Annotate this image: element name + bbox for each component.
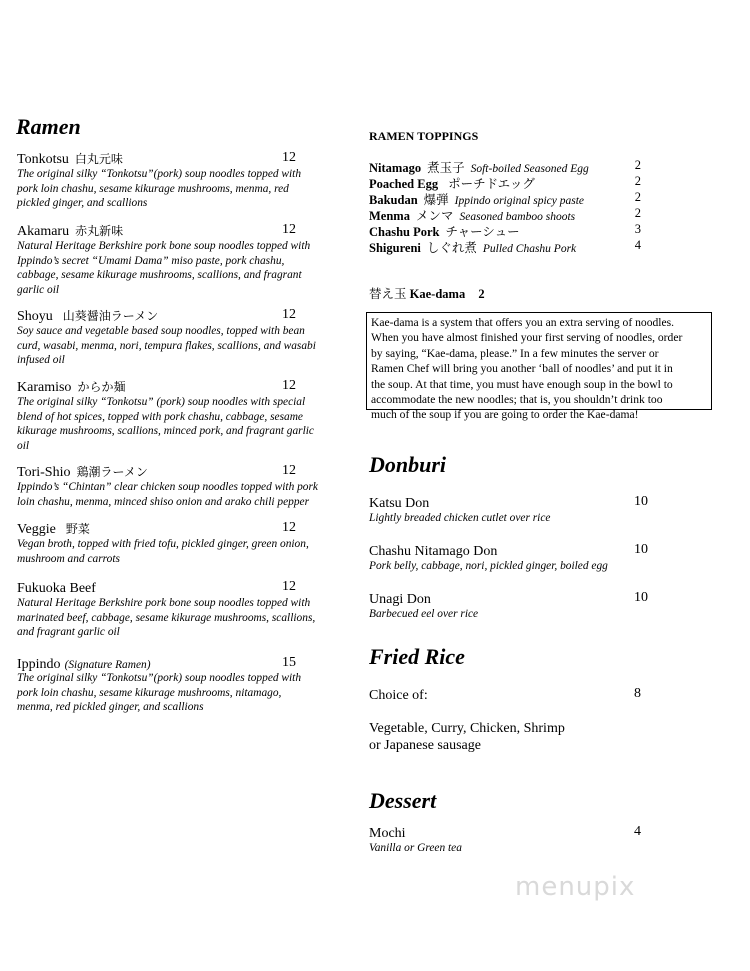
- desc-line: The original silky “Tonkotsu” (pork) soup noodles with special: [17, 396, 306, 408]
- item-price: 12: [282, 579, 296, 594]
- item-description: Lightly breaded chicken cutlet over rice: [369, 512, 551, 524]
- item-name: Mochi: [369, 826, 406, 841]
- item-name: Katsu Don: [369, 496, 430, 511]
- topping-jp: メンマ: [415, 209, 454, 223]
- desc-line: pork loin chashu, sesame kikurage mushrooms, nitamago,: [17, 686, 282, 699]
- desc-line: pork loin chashu, sesame kikurage mushrooms, menma, red: [17, 182, 289, 195]
- item-jp-name: 山葵醤油ラーメン: [62, 309, 159, 323]
- item-price: 10: [634, 494, 648, 509]
- topping-desc: Soft-boiled Seasoned Egg: [470, 163, 589, 175]
- desc-line: Ippindo’s “Chintan” clear chicken soup noodles topped with pork: [17, 481, 318, 493]
- desc-line: loin chashu, menma, minced shiso onion and arako chili pepper: [17, 495, 310, 508]
- topping-price: 2: [634, 158, 641, 172]
- item-description: Vanilla or Green tea: [369, 842, 462, 854]
- fried-rice-choice: [369, 686, 659, 704]
- desc-line: oil: [17, 439, 30, 452]
- ramen-item-tonkotsu: [17, 150, 307, 168]
- item-name: Fukuoka Beef: [17, 581, 96, 596]
- kaedama-heading: [369, 284, 485, 302]
- desc-line: marinated beef, cabbage, sesame kikurage mushrooms, scallions,: [17, 611, 316, 624]
- item-jp-name: 鶏潮ラーメン: [76, 465, 148, 479]
- kaedama-line: accommodate the new noodles; that is, you shouldn’t drink too: [371, 393, 663, 407]
- kaedama-info-box: [366, 312, 712, 422]
- topping-desc: Seasoned bamboo shoots: [459, 211, 576, 223]
- desc-line: The original silky “Tonkotsu”(pork) soup noodles topped with: [17, 168, 302, 180]
- item-name: Chashu Nitamago Don: [369, 544, 498, 559]
- kaedama-line: When you have almost finished your first serving of noodles, order: [371, 331, 683, 345]
- toppings-title: RAMEN TOPPINGS: [369, 129, 479, 143]
- item-name: Shoyu: [17, 309, 53, 324]
- item-price: 12: [282, 307, 296, 322]
- item-price: 12: [282, 378, 296, 393]
- topping-name: Nitamago: [369, 161, 422, 175]
- topping-price: 2: [634, 190, 641, 204]
- desc-line: Natural Heritage Berkshire pork bone soup noodles topped with: [17, 240, 311, 252]
- fried-rice-title: Fried Rice: [369, 644, 465, 669]
- item-description: Barbecued eel over rice: [369, 608, 479, 620]
- item-jp-name: からか麺: [77, 380, 126, 394]
- topping-desc: Pulled Chashu Pork: [482, 243, 577, 255]
- item-description: [17, 395, 347, 453]
- item-description: [17, 324, 347, 368]
- ramen-item-fukuoka-beef: [17, 579, 307, 597]
- desc-line: The original silky “Tonkotsu”(pork) soup noodles topped with: [17, 672, 302, 684]
- desc-line: menma, red pickled ginger, and scallions: [17, 701, 204, 714]
- item-description: [17, 537, 347, 566]
- donburi-item: [369, 494, 659, 512]
- topping-jp: しぐれ煮: [426, 241, 477, 255]
- item-description: [17, 167, 347, 211]
- donburi-item: [369, 590, 659, 608]
- kaedama-name: Kae-dama: [409, 287, 466, 301]
- ramen-item-karamiso: [17, 378, 307, 396]
- topping-price: 2: [634, 206, 641, 220]
- item-jp-name: 野菜: [65, 522, 90, 536]
- item-jp-name: 赤丸新味: [75, 224, 124, 238]
- topping-jp: 爆弾: [423, 193, 449, 207]
- desc-line: mushroom and carrots: [17, 552, 120, 565]
- topping-row: [369, 222, 649, 238]
- item-description: [17, 671, 347, 715]
- item-price: 10: [634, 542, 648, 557]
- ramen-item-shoyu: [17, 307, 307, 325]
- item-description: [17, 596, 347, 640]
- desc-line: and fragrant garlic oil: [17, 626, 120, 639]
- item-name: Karamiso: [17, 380, 72, 395]
- item-price: 12: [282, 463, 296, 478]
- options-line: or Japanese sausage: [369, 738, 481, 753]
- desc-line: Vegan broth, topped with fried tofu, pickled ginger, green onion,: [17, 538, 309, 550]
- topping-row: [369, 238, 649, 254]
- topping-name: Poached Egg: [369, 177, 439, 191]
- item-description: [17, 239, 347, 297]
- item-jp-name: 白丸元味: [74, 152, 123, 166]
- topping-name: Menma: [369, 209, 410, 223]
- donburi-item: [369, 542, 659, 560]
- topping-price: 3: [634, 222, 641, 236]
- fried-rice-options: [369, 720, 565, 754]
- item-price: 12: [282, 222, 296, 237]
- choice-label: Choice of:: [369, 688, 428, 703]
- item-description: Pork belly, cabbage, nori, pickled ginger, boiled egg: [369, 560, 608, 572]
- topping-name: Shigureni: [369, 241, 421, 255]
- desc-line: blend of hot spices, topped with pork chashu, cabbage, sesame: [17, 410, 303, 423]
- item-name: Tonkotsu: [17, 152, 69, 167]
- topping-price: 4: [634, 238, 641, 252]
- item-price: 12: [282, 520, 296, 535]
- ramen-item-tori-shio: [17, 463, 307, 481]
- topping-price: 2: [634, 174, 641, 188]
- kaedama-line: much of the soup if you are going to order the Kae-dama!: [371, 408, 639, 422]
- donburi-title: Donburi: [369, 452, 447, 477]
- topping-name: Bakudan: [369, 193, 418, 207]
- kaedama-line: Ramen Chef will bring you another ‘ball of noodles’ and put it in: [371, 362, 673, 376]
- kaedama-line: by saying, “Kae-dama, please.” In a few minutes the server or: [371, 346, 659, 360]
- options-line: Vegetable, Curry, Chicken, Shrimp: [369, 721, 565, 736]
- item-price: 10: [634, 590, 648, 605]
- dessert-item: [369, 824, 659, 842]
- topping-row: [369, 158, 649, 174]
- item-description: [17, 480, 347, 509]
- topping-desc: Ippindo original spicy paste: [454, 195, 585, 207]
- item-name: Akamaru: [17, 224, 70, 239]
- kaedama-jp: 替え玉: [369, 287, 407, 301]
- desc-line: Natural Heritage Berkshire pork bone soup noodles topped with: [17, 597, 311, 609]
- desc-line: infused oil: [17, 354, 65, 367]
- kaedama-line: the soup. At that time, you must have enough soup in the bowl to: [371, 377, 673, 391]
- topping-row: [369, 190, 649, 206]
- signature-label: (Signature Ramen): [64, 659, 151, 671]
- desc-line: Soy sauce and vegetable based soup noodles, topped with bean: [17, 325, 305, 337]
- kaedama-price: 2: [478, 287, 485, 301]
- item-price: 4: [634, 824, 641, 839]
- desc-line: Ippindo’s secret “Umami Dama” miso paste, pork chashu,: [17, 254, 285, 267]
- topping-row: [369, 174, 649, 190]
- desc-line: kikurage mushrooms, scallions, minced pork, and fragrant garlic: [17, 425, 314, 438]
- ramen-item-akamaru: [17, 222, 307, 240]
- desc-line: garlic oil: [17, 283, 60, 296]
- kaedama-line: Kae-dama is a system that offers you an extra serving of noodles.: [371, 316, 675, 329]
- desc-line: pickled ginger, and scallions: [17, 197, 148, 210]
- item-name: Unagi Don: [369, 592, 431, 607]
- item-price: 8: [634, 686, 641, 701]
- item-name: Veggie: [17, 522, 56, 537]
- desc-line: cabbage, sesame kikurage mushrooms, scallions, and fragrant: [17, 269, 302, 282]
- topping-jp: 煮玉子: [427, 161, 465, 175]
- ramen-title: Ramen: [16, 114, 81, 139]
- topping-jp: チャーシュー: [445, 225, 520, 239]
- item-price: 15: [282, 655, 296, 670]
- item-name: Ippindo: [17, 657, 61, 672]
- item-price: 12: [282, 150, 296, 165]
- desc-line: curd, wasabi, menma, nori, tempura flakes, scallions, and wasabi: [17, 339, 316, 352]
- topping-row: [369, 206, 649, 222]
- ramen-item-veggie: [17, 520, 307, 538]
- topping-name: Chashu Pork: [369, 225, 440, 239]
- menupix-watermark: menupix: [515, 872, 636, 902]
- topping-jp: ポーチドエッグ: [448, 177, 535, 191]
- dessert-title: Dessert: [369, 788, 437, 813]
- item-name: Tori-Shio: [17, 465, 71, 480]
